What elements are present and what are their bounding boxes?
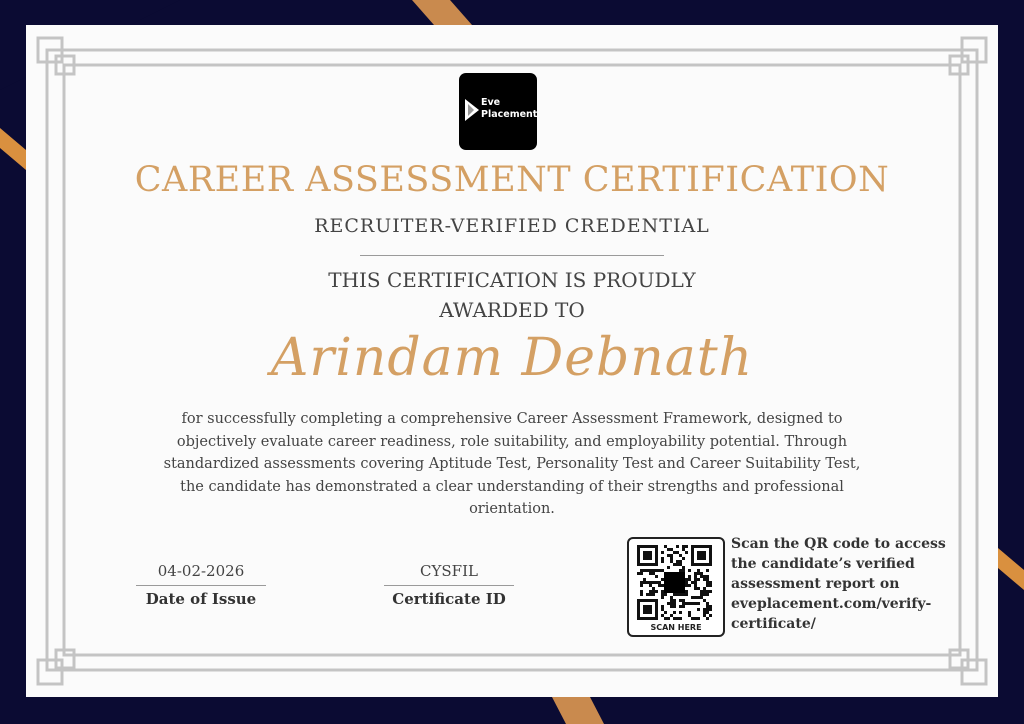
certificate-description: for successfully completing a comprehensive Career Assessment Framework, designed to objectively evaluate career readiness, role suitability, and employability potential. Through standardized assessments covering Aptitude Test, Personality Test and Career Suitability Test, the candidate has demonstrated a clear understanding of their strengths and professional orientation. [163, 411, 861, 517]
divider [360, 255, 664, 256]
logo-text-line2: Placement [481, 109, 538, 120]
logo-mark-icon [465, 99, 479, 121]
certificate-id-line [384, 585, 514, 586]
company-logo [459, 73, 537, 150]
qr-pattern [637, 545, 715, 621]
issue-date-line [136, 585, 266, 586]
awarded-line-2: AWARDED TO [439, 298, 585, 322]
awarded-line-1: THIS CERTIFICATION IS PROUDLY [328, 268, 696, 292]
certificate-title: CAREER ASSESSMENT CERTIFICATION [134, 160, 890, 200]
certificate-id-label: Certificate ID [392, 590, 506, 608]
certificate-subtitle: RECRUITER-VERIFIED CREDENTIAL [314, 215, 710, 237]
logo-text-line1: Eve [481, 97, 501, 108]
issue-date-label: Date of Issue [145, 590, 257, 608]
recipient-name: Arindam Debnath [270, 328, 754, 388]
qr-scan-label: SCAN HERE [650, 623, 702, 632]
qr-instructions: Scan the QR code to access the candidate’s verified assessment report on eveplacement.com/verify-certificate/ [731, 536, 946, 632]
issue-date-value: 04-02-2026 [157, 562, 245, 580]
certificate-id-value: CYSFIL [420, 562, 478, 580]
qr-code[interactable] [627, 537, 725, 637]
awarded-text [0, 265, 1024, 325]
